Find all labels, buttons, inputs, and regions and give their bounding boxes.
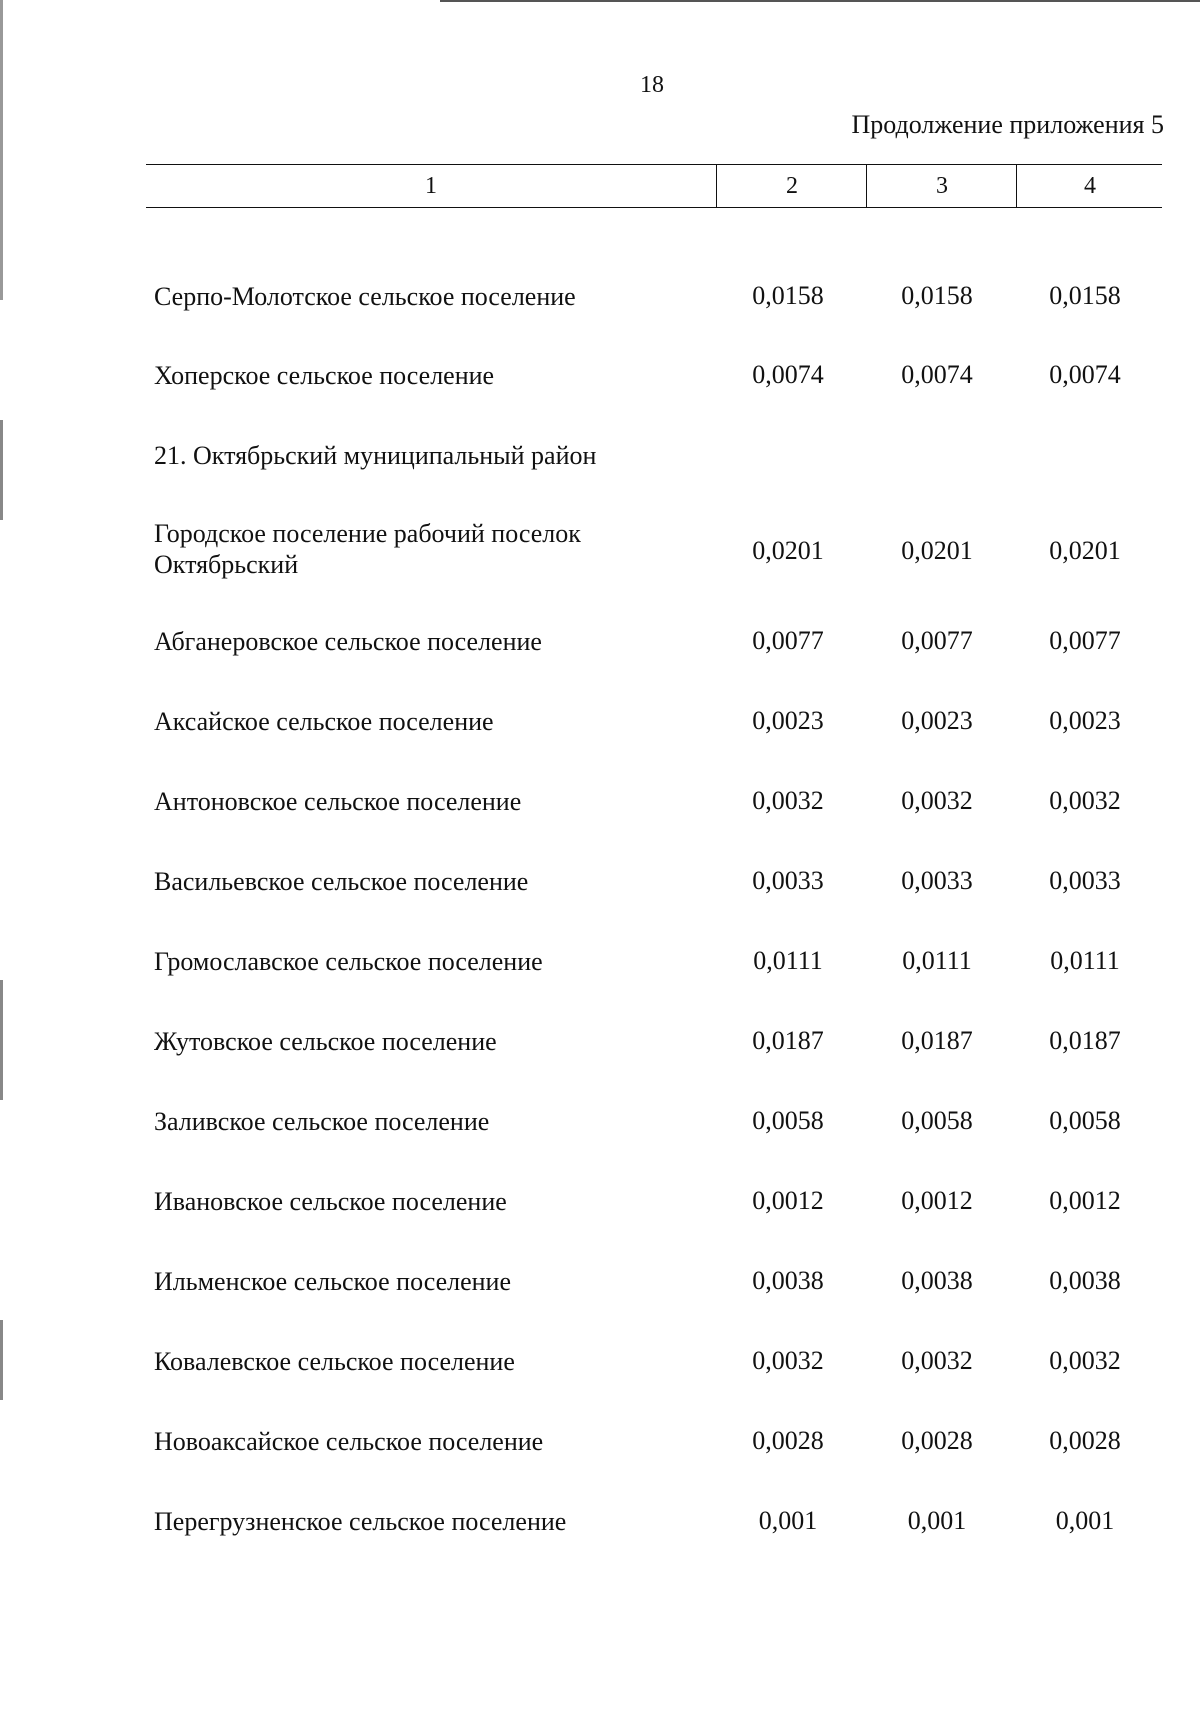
row-name: Заливское сельское поселение	[154, 1107, 490, 1136]
row-value-col3: 0,0074	[901, 360, 973, 389]
row-value-col2: 0,0012	[752, 1186, 824, 1215]
row-value-col3: 0,0201	[901, 536, 973, 565]
row-value-col4: 0,0074	[1049, 360, 1121, 389]
row-value-col2: 0,0028	[752, 1426, 824, 1455]
row-value-col4: 0,0158	[1049, 281, 1121, 310]
row-value-col2: 0,0187	[752, 1026, 824, 1055]
row-value-col4: 0,0187	[1049, 1026, 1121, 1055]
row-value-col2: 0,0058	[752, 1106, 824, 1135]
row-value-col4: 0,0032	[1049, 1346, 1121, 1375]
row-value-col3: 0,0158	[901, 281, 973, 310]
row-value-col4: 0,0077	[1049, 626, 1121, 655]
row-value-col3: 0,0023	[901, 706, 973, 735]
row-name: Жутовское сельское поселение	[154, 1027, 497, 1056]
page-number: 18	[640, 72, 664, 98]
row-value-col3: 0,001	[907, 1506, 967, 1535]
row-name: Хоперское сельское поселение	[154, 361, 495, 390]
row-value-col3: 0,0032	[901, 786, 973, 815]
row-name: Перегрузненское сельское поселение	[154, 1507, 567, 1536]
row-value-col4: 0,0023	[1049, 706, 1121, 735]
row-value-col4: 0,0038	[1049, 1266, 1121, 1295]
row-value-col2: 0,0158	[752, 281, 824, 310]
row-value-col2: 0,0023	[752, 706, 824, 735]
row-value-col2: 0,0074	[752, 360, 824, 389]
row-value-col3: 0,0077	[901, 626, 973, 655]
column-header-1: 1	[425, 173, 437, 199]
row-value-col3: 0,0012	[901, 1186, 973, 1215]
row-name: Аксайское сельское поселение	[154, 707, 494, 736]
row-value-col4: 0,0201	[1049, 536, 1121, 565]
district-heading: 21. Октябрьский муниципальный район	[154, 441, 597, 470]
row-name: Ковалевское сельское поселение	[154, 1347, 515, 1376]
row-value-col4: 0,0058	[1049, 1106, 1121, 1135]
row-value-col2: 0,0038	[752, 1266, 824, 1295]
row-value-col2: 0,0032	[752, 786, 824, 815]
row-value-col4: 0,0033	[1049, 866, 1121, 895]
row-value-col2: 0,0032	[752, 1346, 824, 1375]
row-value-col2: 0,0033	[752, 866, 824, 895]
column-header-4: 4	[1016, 165, 1163, 207]
row-name: Ильменское сельское поселение	[154, 1267, 512, 1296]
row-name: Городское поселение рабочий поселок Октябрьский	[154, 519, 581, 579]
row-value-col4: 0,001	[1055, 1506, 1115, 1535]
row-name: Антоновское сельское поселение	[154, 787, 522, 816]
row-value-col4: 0,0032	[1049, 786, 1121, 815]
scan-left-edge	[0, 0, 3, 1713]
row-value-col3: 0,0033	[901, 866, 973, 895]
row-name: Серпо-Молотское сельское поселение	[154, 282, 576, 311]
column-header-3: 3	[866, 165, 1017, 207]
row-name: Васильевское сельское поселение	[154, 867, 529, 896]
row-name: Ивановское сельское поселение	[154, 1187, 507, 1216]
continuation-heading: Продолжение приложения 5	[851, 110, 1164, 139]
row-value-col3: 0,0187	[901, 1026, 973, 1055]
row-value-col2: 0,001	[758, 1506, 818, 1535]
scan-top-line	[440, 0, 1200, 2]
row-value-col2: 0,0077	[752, 626, 824, 655]
row-value-col3: 0,0032	[901, 1346, 973, 1375]
row-value-col3: 0,0038	[901, 1266, 973, 1295]
row-value-col2: 0,0111	[753, 946, 823, 975]
column-header-2: 2	[716, 165, 867, 207]
row-value-col3: 0,0111	[902, 946, 972, 975]
row-value-col4: 0,0111	[1050, 946, 1120, 975]
row-value-col4: 0,0012	[1049, 1186, 1121, 1215]
row-name: Новоаксайское сельское поселение	[154, 1427, 544, 1456]
row-value-col3: 0,0028	[901, 1426, 973, 1455]
row-name: Абганеровское сельское поселение	[154, 627, 542, 656]
row-value-col3: 0,0058	[901, 1106, 973, 1135]
row-value-col4: 0,0028	[1049, 1426, 1121, 1455]
table-header	[146, 164, 1162, 208]
row-value-col2: 0,0201	[752, 536, 824, 565]
row-name: Громославское сельское поселение	[154, 947, 543, 976]
